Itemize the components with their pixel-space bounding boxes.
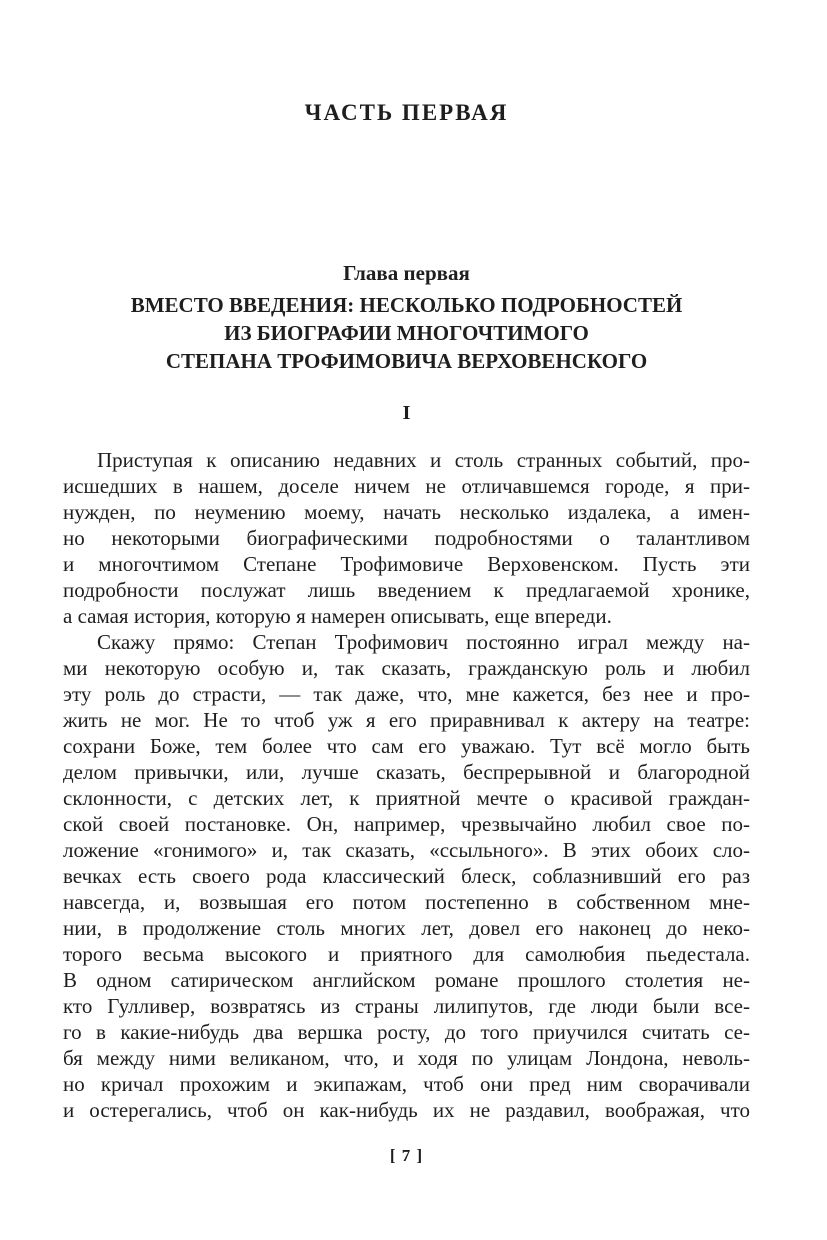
- text-line: вечках есть своего рода классический блеск, соблазнивший его раз: [63, 864, 750, 888]
- section-number: I: [402, 402, 411, 424]
- part-heading: ЧАСТЬ ПЕРВАЯ: [304, 100, 509, 125]
- text-line: но некоторыми биографическими подробностями о талантливом: [63, 526, 750, 550]
- text-line: эту роль до страсти, — так даже, что, мне кажется, без нее и про-: [63, 682, 750, 706]
- chapter-title: [63, 291, 750, 375]
- text-line: ми некоторую особую и, так сказать, гражданскую роль и любил: [63, 656, 750, 680]
- text-line: ложение «гонимого» и, так сказать, «ссыльного». В этих обоих сло-: [63, 838, 750, 862]
- chapter-title-line: ИЗ БИОГРАФИИ МНОГОЧТИМОГО: [224, 321, 589, 345]
- text-line: Скажу прямо: Степан Трофимович постоянно играл между на-: [97, 630, 750, 654]
- text-line: исшедших в нашем, доселе ничем не отличавшемся городе, я при-: [63, 474, 750, 498]
- text-line: нужден, по неумению моему, начать несколько издалека, а имен-: [63, 500, 750, 524]
- text-line: го в какие-нибудь два вершка росту, до того приучился считать се-: [63, 1020, 750, 1044]
- text-column: [63, 0, 750, 1167]
- text-line: делом привычки, или, лучше сказать, беспрерывной и благородной: [63, 760, 750, 784]
- text-line: кто Гулливер, возвратясь из страны лилипутов, где люди были все-: [63, 994, 750, 1018]
- text-line: склонности, с детских лет, к приятной мечте о красивой граждан-: [63, 786, 750, 810]
- text-line: а самая история, которую я намерен описывать, еще впереди.: [63, 604, 612, 628]
- text-line: торого весьма высокого и приятного для самолюбия пьедестала.: [63, 942, 750, 966]
- text-line: жить не мог. Не то чтоб уж я его приравнивал к актеру на театре:: [63, 708, 750, 732]
- text-line: навсегда, и, возвышая его потом постепенно в собственном мне-: [63, 890, 750, 914]
- text-line: сохрани Боже, тем более что сам его уважаю. Тут всё могло быть: [63, 734, 750, 758]
- text-line: Приступая к описанию недавних и столь странных событий, про-: [97, 448, 750, 472]
- paragraph: [63, 629, 750, 1123]
- text-line: подробности послужат лишь введением к предлагаемой хронике,: [63, 578, 750, 602]
- text-line: бя между ними великаном, что, и ходя по улицам Лондона, неволь-: [63, 1046, 750, 1070]
- text-line: нии, в продолжение столь многих лет, довел его наконец до неко-: [63, 916, 750, 940]
- chapter-title-line: СТЕПАНА ТРОФИМОВИЧА ВЕРХОВЕНСКОГО: [165, 349, 648, 373]
- paragraph: [63, 447, 750, 629]
- text-line: ской своей постановке. Он, например, чрезвычайно любил свое по-: [63, 812, 750, 836]
- chapter-kicker: Глава первая: [343, 261, 470, 285]
- text-line: В одном сатирическом английском романе прошлого столетия не-: [63, 968, 750, 992]
- chapter-title-line: ВМЕСТО ВВЕДЕНИЯ: НЕСКОЛЬКО ПОДРОБНОСТЕЙ: [130, 293, 683, 317]
- body-text: [63, 447, 750, 1123]
- page-number: [ 7 ]: [389, 1146, 424, 1165]
- text-line: и остерегались, чтоб он как-нибудь их не раздавил, воображая, что: [63, 1098, 750, 1122]
- page-footer: [63, 1145, 750, 1167]
- text-line: и многочтимом Степане Трофимовиче Верховенском. Пусть эти: [63, 552, 750, 576]
- text-line: но кричал прохожим и экипажам, чтоб они пред ним сворачивали: [63, 1072, 750, 1096]
